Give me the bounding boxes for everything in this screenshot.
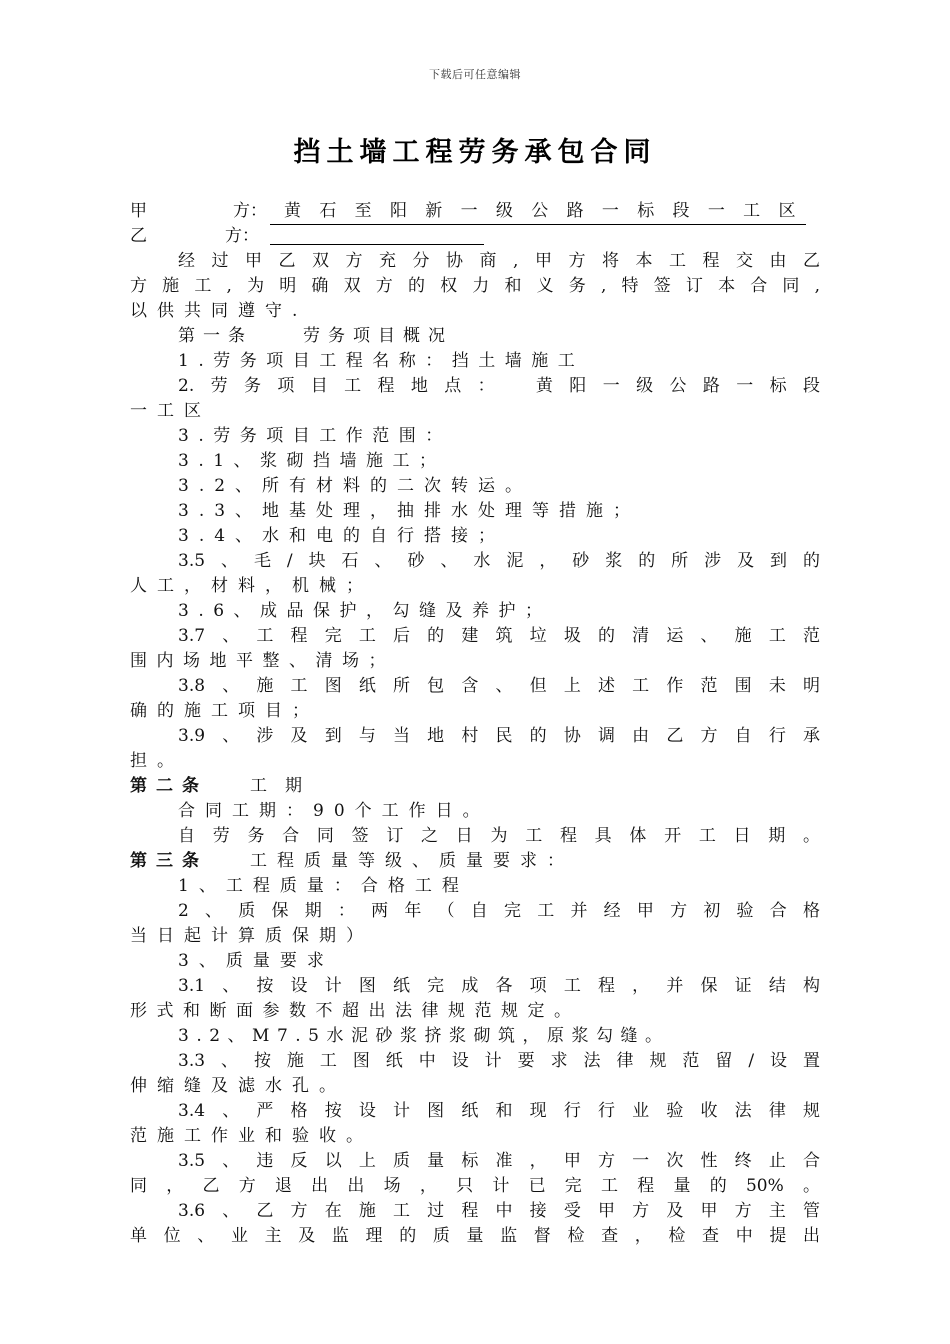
- body-line: 范施工作业和验收。: [130, 1126, 373, 1146]
- body-line: 担。: [130, 751, 184, 771]
- party-b-colon: ：: [242, 226, 259, 246]
- body-line: 以供共同遵守.: [130, 301, 308, 321]
- document-title: 挡土墙工程劳务承包合同: [293, 137, 657, 168]
- body-line: 3.3、地基处理，抽排水处理等措施；: [178, 501, 641, 521]
- body-line: 3.1、按设计图纸完成各项工程，并保证结构: [178, 976, 820, 996]
- body-line: 3.6、成品保护，勾缝及养护；: [178, 601, 552, 621]
- body-line: 一工区: [130, 401, 211, 421]
- body-line: 围内场地平整、清场；: [130, 651, 395, 671]
- body-line: 同，乙方退出出场，只计已完工程量的50%。: [130, 1176, 820, 1196]
- body-line: 3.1、浆砌挡墙施工；: [178, 451, 446, 471]
- body-line: 1、工程质量：合格工程: [178, 876, 469, 896]
- body-line: 3.5、违反以上质量标准，甲方一次性终止合: [178, 1151, 820, 1171]
- body-line: 3、质量要求: [178, 951, 334, 971]
- party-b-label: 乙方: [130, 226, 242, 246]
- body-line: 方施工,为明确双方的权力和义务,特签订本合同,: [130, 276, 820, 296]
- header-note: 下载后可任意编辑: [429, 68, 521, 81]
- body-line: 3.4、严格按设计图纸和现行行业验收法律规: [178, 1101, 820, 1121]
- section-heading: [130, 774, 820, 799]
- article-3-label: 第三条: [130, 851, 208, 871]
- body-line: 当日起计算质保期）: [130, 926, 373, 946]
- body-line: 自劳务合同签订之日为工程具体开工日期。: [178, 826, 820, 846]
- body-line: 3.4、水和电的自行搭接；: [178, 526, 506, 546]
- article-3-title: 工程质量等级、质量要求：: [250, 851, 574, 871]
- party-a-value: 黄石至阳新一级公路一标段一工区: [270, 199, 806, 225]
- article-2-label: 第二条: [130, 776, 208, 796]
- body-line: 单位、业主及监理的质量监督检查，检查中提出: [130, 1226, 820, 1246]
- body-line: 伸缩缝及滤水孔。: [130, 1076, 346, 1096]
- body-line: 3.8、施工图纸所包含、但上述工作范围未明: [178, 676, 820, 696]
- body-line: 3.2、所有材料的二次转运。: [178, 476, 533, 496]
- body-line: 3.5、毛/块石、砂、水泥，砂浆的所涉及到的: [178, 551, 820, 571]
- section-heading: [130, 849, 820, 874]
- body-line: 2、质保期：两年（自完工并经甲方初验合格: [178, 901, 820, 921]
- body-line: 3.9、涉及到与当地村民的协调由乙方自行承: [178, 726, 820, 746]
- body-line: 2.劳务项目工程地点： 黄阳一级公路一标段: [178, 376, 820, 396]
- body-line: 形式和断面参数不超出法律规范规定。: [130, 1001, 581, 1021]
- body-line: 合同工期：90个工作日。: [178, 801, 490, 821]
- party-a-label: 甲方: [130, 201, 250, 221]
- party-a-colon: ：: [250, 201, 267, 221]
- body-line: 3.6、乙方在施工过程中接受甲方及甲方主管: [178, 1201, 820, 1221]
- party-b-blank: [270, 224, 484, 245]
- body-line: 3.7、工程完工后的建筑垃圾的清运、施工范: [178, 626, 820, 646]
- party-b-row: [130, 224, 820, 249]
- article-2-title: 工期: [250, 776, 320, 796]
- body-line: 确的施工项目；: [130, 701, 319, 721]
- body-line: 3.2、M7.5水泥砂浆挤浆砌筑，原浆勾缝。: [178, 1026, 670, 1046]
- body-line: 人工，材料，机械；: [130, 576, 373, 596]
- body-line: 3.3、按施工图纸中设计要求法律规范留/设置: [178, 1051, 820, 1071]
- body-line: 3.劳务项目工作范围：: [178, 426, 452, 446]
- body-line: 经过甲乙双方充分协商,甲方将本工程交由乙: [178, 251, 820, 271]
- section-heading: 第一条 劳务项目概况: [178, 326, 453, 346]
- party-a-row: [130, 199, 820, 224]
- body-line: 1.劳务项目工程名称：挡土墙施工: [178, 351, 585, 371]
